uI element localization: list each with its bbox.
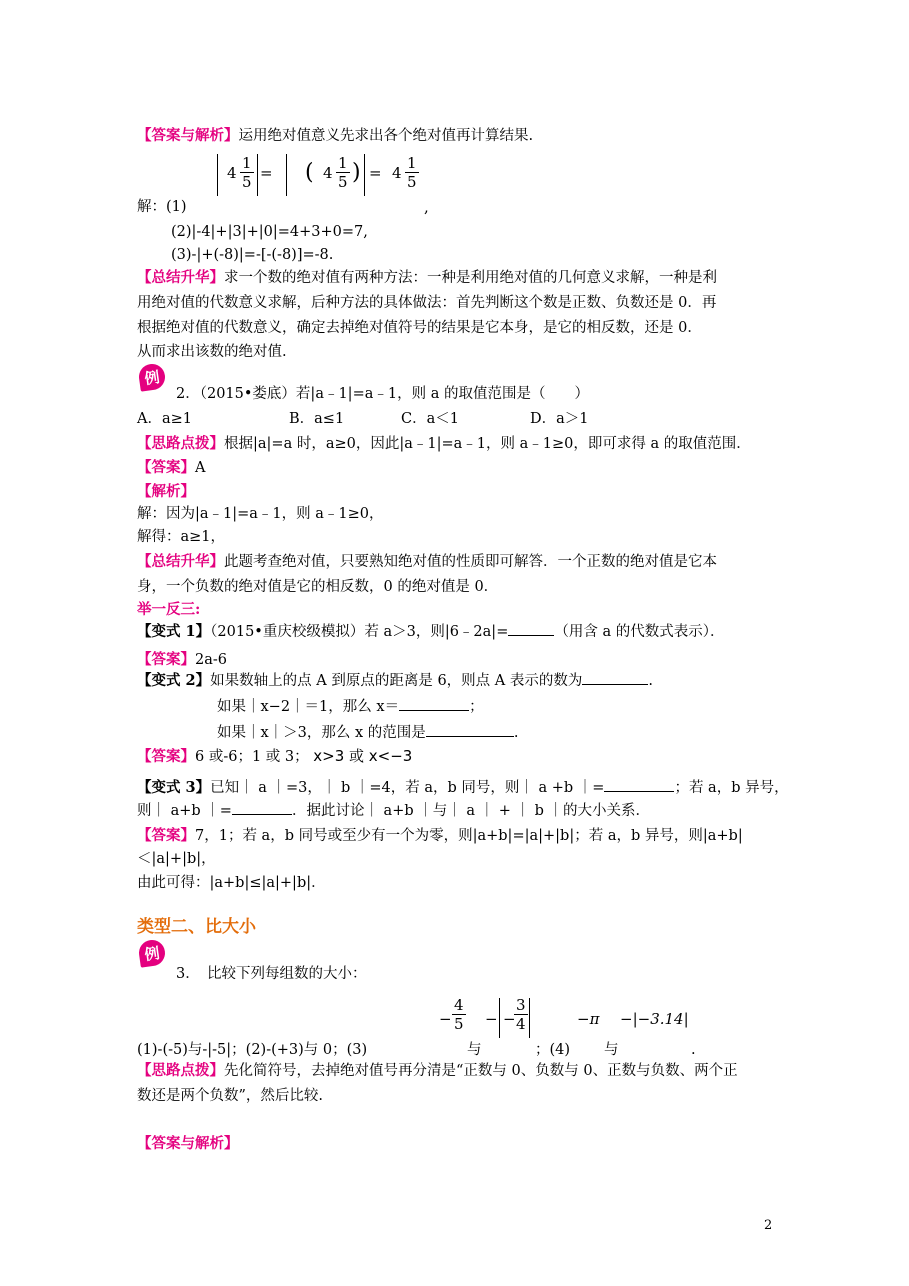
hint-tag: 【思路点拨】 (137, 435, 224, 452)
fraction-3-4 (514, 996, 528, 1033)
section-heading: 类型二、比大小 (137, 917, 256, 937)
hint-tag: 【思路点拨】 (137, 1062, 224, 1079)
abs-bar (499, 998, 500, 1038)
answer-text: 2a-6 (195, 652, 227, 668)
option-d: D．a＞1 (530, 411, 589, 427)
analysis-line-1: 解：因为|a﹣1|=a﹣1，则 a﹣1≥0， (137, 506, 384, 522)
summary-tag: 【总结升华】 (137, 553, 224, 570)
summary-line (137, 552, 717, 572)
frac-den: 5 (454, 1015, 464, 1033)
variant-2-line-3-tail: . (513, 725, 519, 741)
variant-1-answer (137, 650, 227, 670)
bracket-bar (364, 154, 365, 196)
variant-3-tag: 【变式 3】 (137, 779, 211, 796)
answer-text: 运用绝对值意义先求出各个绝对值再计算结果. (238, 128, 534, 144)
solution-label: 解：(1) (137, 199, 187, 215)
formula-eq: = (369, 164, 382, 182)
variant-3-answer (137, 826, 743, 846)
variant-1-tail: （用含 a 的代数式表示）． (554, 624, 725, 640)
answer-tag: 【答案】 (137, 459, 195, 476)
variant-2-line-3 (217, 723, 518, 743)
formula-comma: , (424, 198, 429, 216)
frac-num: 1 (407, 154, 417, 172)
summary-line-2: 身，一个负数的绝对值是它的相反数，0 的绝对值是 0． (137, 579, 499, 595)
frac-den: 5 (338, 173, 348, 191)
hint-text: 先化简符号，去掉绝对值号再分清是“正数与 0、负数与 0、正数与负数、两个正 (224, 1063, 738, 1079)
frac-num: 4 (454, 996, 464, 1014)
fraction-4-5 (452, 996, 466, 1033)
example-question: 2．（2015•娄底）若|a﹣1|=a﹣1，则 a 的取值范围是（ ） (176, 386, 589, 402)
abs-bar (217, 154, 218, 196)
hint-line-2: 数还是两个负数”，然后比较. (137, 1088, 324, 1104)
compare-items: (1)-(-5)与-|-5|；(2)-(+3)与 0；(3) (137, 1042, 368, 1058)
variant-3-text: 已知｜ a ｜=3，｜ b ｜=4，若 a，b 同号，则｜ a +b ｜= (210, 780, 605, 796)
answer-line (137, 126, 533, 146)
option-a: A．a≥1 (137, 411, 192, 427)
formula-whole: 4 (323, 164, 333, 182)
summary-line-2: 用绝对值的代数意义求解，后种方法的具体做法：首先判断这个数是正数、负数还是 0．再 (137, 295, 717, 311)
example-badge: 例 (137, 362, 166, 391)
answer-text: 6 或-6；1 或 3； (195, 749, 309, 765)
blank (582, 672, 648, 685)
answer-tag: 【答案】 (137, 748, 195, 765)
option-b: B．a≤1 (289, 411, 345, 427)
summary-text: 求一个数的绝对值有两种方法：一种是利用绝对值的几何意义求解，一种是利 (224, 270, 717, 286)
blank (426, 724, 514, 737)
solution-line-3: (3)-|+(-8)|=-[-(-8)]=-8. (171, 247, 334, 263)
answer-text: 7，1；若 a，b 同号或至少有一个为零，则|a+b|=|a|+|b|；若 a，b 异号，则|a+b| (195, 828, 743, 844)
variant-2-tag: 【变式 2】 (137, 672, 211, 689)
summary-text: 此题考查绝对值，只要熟知绝对值的性质即可解答．一个正数的绝对值是它本 (224, 554, 717, 570)
compare-items-4: ；(4) (535, 1042, 571, 1058)
variant-1 (137, 622, 724, 642)
analysis-tag-text: 【解析】 (137, 483, 195, 500)
blank (508, 623, 554, 636)
variant-1-text: （2015•重庆校级模拟）若 a＞3，则|6﹣2a|= (210, 624, 509, 640)
solution-line-2: (2)|-4|+|3|+|0|=4+3+0=7, (171, 224, 368, 240)
variant-1-tag: 【变式 1】 (137, 623, 211, 640)
frac-den: 4 (516, 1015, 526, 1033)
answer-tag: 【答案】 (137, 827, 195, 844)
formula-whole: 4 (227, 164, 237, 182)
answer-text: A (195, 460, 206, 476)
example-badge: 例 (137, 938, 166, 967)
formula-fraction (405, 154, 419, 191)
analysis-tag (137, 482, 195, 502)
practice-title: 举一反三: (137, 601, 201, 618)
compare-items-and-2: 与 (604, 1042, 619, 1058)
answer-tag: 【答案与解析】 (137, 1135, 239, 1152)
formula-fraction (240, 154, 254, 191)
summary-line-3: 根据绝对值的代数意义，确定去掉绝对值符号的结果是它本身，是它的相反数，还是 0． (137, 320, 702, 336)
variant-2-line-2 (217, 697, 484, 717)
blank (232, 802, 292, 815)
minus-sign: − (503, 1010, 516, 1028)
blank (399, 698, 469, 711)
formula-eq: = (260, 164, 273, 182)
variant-2-answer (137, 746, 412, 767)
abs-bar (257, 154, 258, 196)
analysis-line-2: 解得：a≥1， (137, 529, 226, 545)
paren-left: ( (305, 160, 314, 185)
frac-den: 5 (407, 173, 417, 191)
frac-num: 1 (242, 154, 252, 172)
option-c: C．a＜1 (401, 411, 459, 427)
frac-num: 3 (516, 996, 526, 1014)
answer-math: x>3 或 x<−3 (313, 747, 413, 765)
variant-3 (137, 778, 789, 798)
variant-3-tail: ；若 a，b 异号， (674, 780, 789, 796)
hint-line (137, 1061, 738, 1081)
neg-abs-3-14: −|−3.14| (620, 1010, 689, 1028)
minus-sign: − (485, 1010, 498, 1028)
abs-bar (529, 998, 530, 1038)
answer-tag: 【答案与解析】 (137, 127, 239, 144)
formula-fraction (336, 154, 350, 191)
variant-3-answer-3: 由此可得：|a+b|≤|a|+|b|． (137, 875, 326, 891)
hint-line (137, 434, 751, 454)
summary-tag: 【总结升华】 (137, 269, 224, 286)
variant-2-tail: . (648, 673, 653, 689)
hint-text: 根据|a|=a 时，a≥0，因此|a﹣1|=a﹣1，则 a﹣1≥0，即可求得 a 的取值范围． (224, 436, 751, 452)
variant-2-line-2-tail: ； (469, 699, 484, 715)
variant-3-answer-2: ＜|a|+|b|， (137, 851, 216, 867)
variant-2-line-2-text: 如果｜x−2｜＝1，那么 x＝ (217, 699, 400, 715)
formula-whole: 4 (392, 164, 402, 182)
page-number: 2 (764, 1218, 773, 1233)
summary-line (137, 268, 717, 288)
bracket-bar (286, 154, 287, 196)
paren-right: ) (352, 160, 361, 185)
answer-line (137, 458, 205, 478)
answer-tag: 【答案】 (137, 651, 195, 668)
variant-2-text: 如果数轴上的点 A 到原点的距离是 6，则点 A 表示的数为 (210, 673, 583, 689)
variant-2 (137, 671, 653, 691)
frac-num: 1 (338, 154, 348, 172)
frac-den: 5 (242, 173, 252, 191)
neg-pi: −π (577, 1010, 600, 1028)
variant-3-line-2-tail: ．据此讨论｜ a+b ｜与｜ a ｜ + ｜ b ｜的大小关系． (291, 803, 650, 819)
minus-sign: − (439, 1010, 452, 1028)
compare-items-end: . (691, 1042, 696, 1058)
compare-items-and: 与 (467, 1042, 482, 1058)
answer-line (137, 1134, 239, 1154)
variant-3-line-2-text: 则｜ a+b ｜= (137, 803, 232, 819)
variant-3-line-2 (137, 801, 650, 821)
blank (604, 779, 674, 792)
variant-2-line-3-text: 如果｜x｜＞3，那么 x 的范围是 (217, 725, 426, 741)
example-question: 3． 比较下列每组数的大小： (176, 966, 367, 982)
summary-line-4: 从而求出该数的绝对值. (137, 344, 287, 360)
